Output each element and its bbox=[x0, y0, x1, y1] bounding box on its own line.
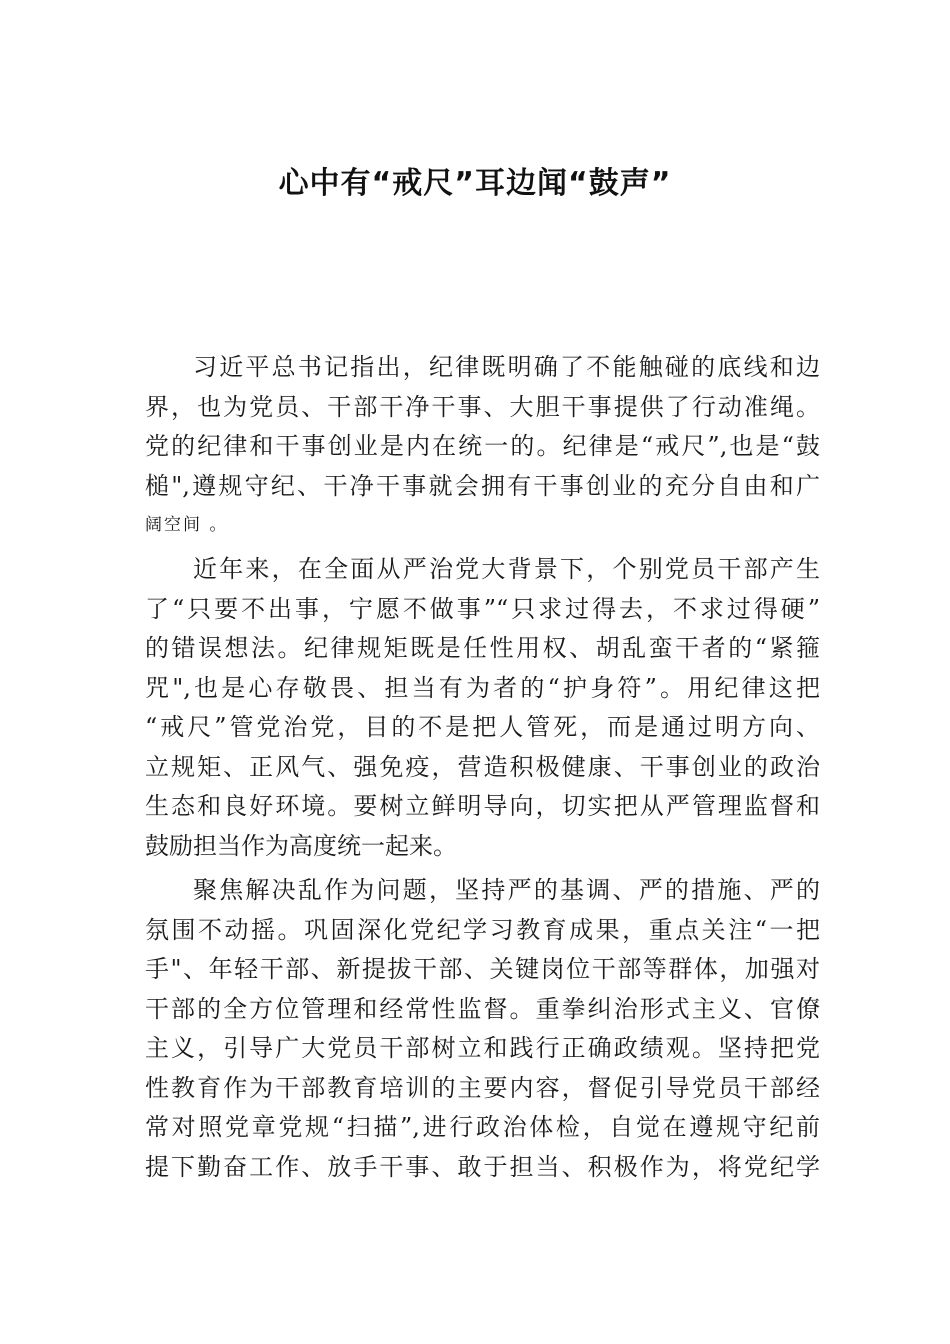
paragraph-line: “戒尺”管党治党，目的不是把人管死，而是通过明方向、 bbox=[145, 713, 820, 741]
paragraph-line: 党的纪律和干事创业是内在统一的。纪律是“戒尺”,也是“鼓 bbox=[145, 432, 820, 460]
paragraph-3 bbox=[145, 871, 820, 1187]
paragraph-line: 干部的全方位管理和经常性监督。重拳纠治形式主义、官僚 bbox=[145, 994, 820, 1023]
paragraph-1 bbox=[145, 348, 820, 546]
paragraph-line: 聚焦解决乱作为问题，坚持严的基调、严的措施、严的 bbox=[193, 876, 820, 904]
paragraph-line: 立规矩、正风气、强免疫，营造积极健康、干事创业的政治 bbox=[145, 752, 820, 781]
paragraph-line: 了“只要不出事，宁愿不做事”“只求过得去，不求过得硬” bbox=[145, 594, 820, 623]
paragraph-line: 的错误想法。纪律规矩既是任性用权、胡乱蛮干者的“紧箍 bbox=[145, 634, 820, 662]
paragraph-line: 手"、年轻干部、新提拔干部、关键岗位干部等群体，加强对 bbox=[145, 955, 820, 983]
paragraph-2 bbox=[145, 550, 820, 866]
paragraph-line: 常对照党章党规“扫描”,进行政治体检，自觉在遵规守纪前 bbox=[145, 1113, 820, 1141]
paragraph-line: 鼓励担当作为高度统一起来。 bbox=[145, 831, 457, 860]
paragraph-line: 咒",也是心存敬畏、担当有为者的“护身符”。用纪律这把 bbox=[145, 673, 820, 702]
paragraph-line: 提下勤奋工作、放手干事、敢于担当、积极作为，将党纪学 bbox=[145, 1152, 820, 1181]
document-title: 心中有“戒尺”耳边闻“鼓声” bbox=[278, 166, 672, 201]
paragraph-line: 阔空间 。 bbox=[145, 515, 229, 535]
paragraph-line: 近年来，在全面从严治党大背景下，个别党员干部产生 bbox=[193, 555, 820, 583]
paragraph-line: 界，也为党员、干部干净干事、大胆干事提供了行动准绳。 bbox=[145, 392, 820, 421]
paragraph-line: 习近平总书记指出，纪律既明确了不能触碰的底线和边 bbox=[193, 353, 820, 381]
paragraph-line: 槌",遵规守纪、干净干事就会拥有干事创业的充分自由和广 bbox=[145, 471, 820, 500]
paragraph-line: 性教育作为干部教育培训的主要内容，督促引导党员干部经 bbox=[145, 1073, 820, 1102]
paragraph-line: 主义，引导广大党员干部树立和践行正确政绩观。坚持把党 bbox=[145, 1034, 820, 1062]
paragraph-line: 生态和良好环境。要树立鲜明导向，切实把从严管理监督和 bbox=[145, 792, 820, 820]
paragraph-line: 氛围不动摇。巩固深化党纪学习教育成果，重点关注“一把 bbox=[145, 915, 820, 944]
